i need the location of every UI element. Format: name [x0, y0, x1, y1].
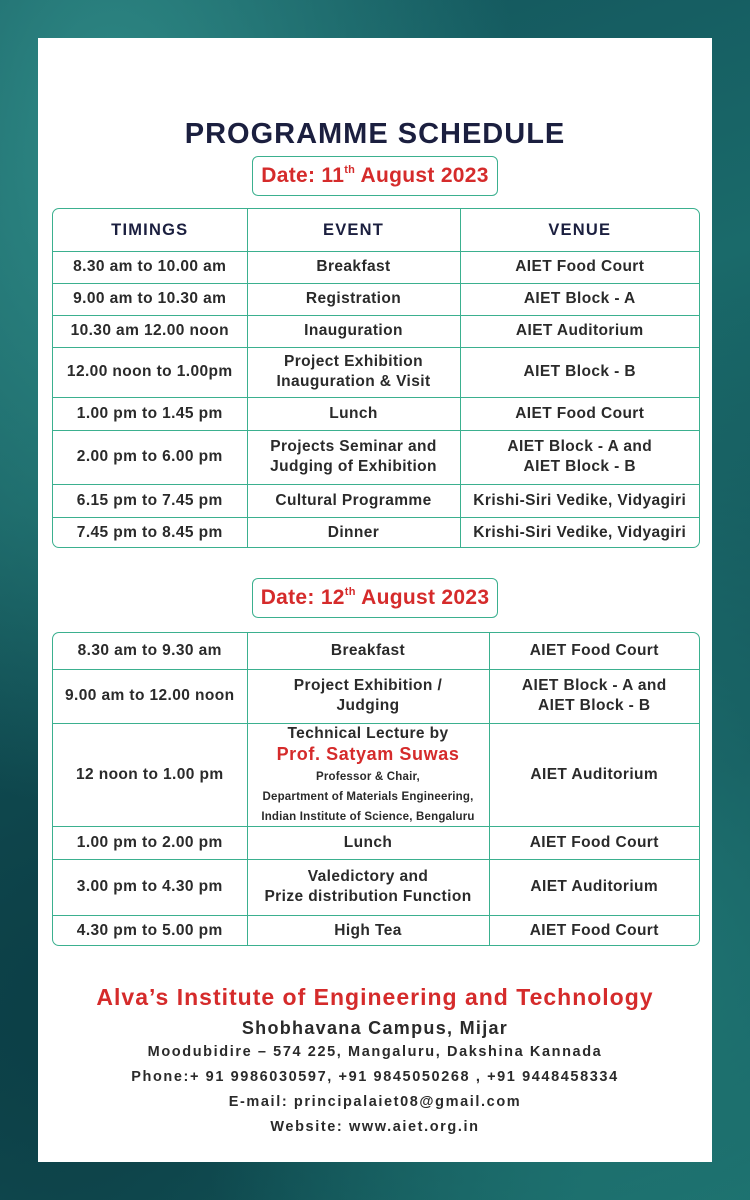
venue-cell: [460, 430, 699, 484]
timing-cell: [53, 915, 247, 946]
timing-text: 12.00 noon to 1.00pm: [66, 363, 233, 380]
event-cell: [247, 484, 460, 517]
venue-text: AIET Food Court: [529, 641, 659, 659]
table-row: [53, 397, 699, 430]
event-text: Lunch: [343, 833, 393, 851]
timing-cell: [53, 430, 247, 484]
table-header-row: [53, 209, 699, 251]
column-header-event: EVENT: [247, 209, 460, 251]
timing-cell: [53, 397, 247, 430]
venue-text: AIET Food Court: [529, 921, 659, 939]
event-cell: [247, 723, 489, 826]
venue-cell: [489, 669, 699, 723]
date-day1-suffix: August 2023: [355, 164, 489, 187]
venue-text: AIET Auditorium: [530, 878, 659, 895]
venue-text: AIET Block - A and: [521, 677, 667, 694]
table-row: [53, 859, 699, 915]
venue-cell: [489, 633, 699, 669]
event-cell: [247, 669, 489, 723]
date-badge-day1: [252, 156, 498, 196]
venue-text: AIET Block - A and: [507, 438, 653, 455]
date-badge-day2: [252, 578, 498, 618]
event-cell: [247, 517, 460, 548]
event-cell: [247, 633, 489, 669]
speaker-name: Prof. Satyam Suwas: [276, 743, 460, 764]
timing-text: 8.30 am to 9.30 am: [77, 641, 222, 659]
event-cell: [247, 251, 460, 283]
venue-cell: [489, 826, 699, 859]
venue-text: AIET Block - B: [523, 363, 636, 380]
website-line: Website: www.aiet.org.in: [270, 1119, 480, 1135]
date-day2-suffix: August 2023: [355, 586, 490, 609]
event-text: Cultural Programme: [275, 491, 432, 509]
speaker-detail: Indian Institute of Science, Bengaluru: [261, 810, 475, 823]
timing-text: 9.00 am to 12.00 noon: [65, 687, 235, 704]
event-cell: [247, 859, 489, 915]
venue-text: AIET Food Court: [529, 833, 659, 851]
event-cell: [247, 283, 460, 315]
timing-cell: [53, 517, 247, 548]
schedule-card: [38, 38, 712, 1162]
timing-cell: [53, 251, 247, 283]
event-cell: [247, 826, 489, 859]
timing-text: 1.00 pm to 2.00 pm: [76, 833, 223, 851]
timing-cell: [53, 315, 247, 347]
event-cell: [247, 915, 489, 946]
timing-text: 4.30 pm to 5.00 pm: [76, 921, 223, 939]
event-cell: [247, 347, 460, 397]
timing-cell: [53, 347, 247, 397]
venue-text: Krishi-Siri Vedike, Vidyagiri: [473, 524, 687, 542]
event-text: Judging of Exhibition: [270, 458, 437, 475]
timing-text: 3.00 pm to 4.30 pm: [76, 878, 223, 895]
venue-cell: [460, 397, 699, 430]
phone-line: Phone:+ 91 9986030597, +91 9845050268 , +91 9448458334: [131, 1069, 619, 1085]
event-text: Breakfast: [316, 258, 391, 275]
venue-cell: [489, 859, 699, 915]
timing-text: 10.30 am 12.00 noon: [70, 322, 229, 339]
table-row: [53, 633, 699, 669]
timing-text: 7.45 pm to 8.45 pm: [76, 524, 223, 542]
event-text: Registration: [305, 290, 402, 307]
institute-name: Alva’s Institute of Engineering and Technology: [96, 984, 654, 1010]
table-row: [53, 915, 699, 946]
date-day1-sup: th: [344, 164, 356, 176]
timing-cell: [53, 859, 247, 915]
venue-text: Krishi-Siri Vedike, Vidyagiri: [473, 491, 687, 509]
table-row: [53, 517, 699, 548]
venue-text: AIET Auditorium: [515, 322, 644, 339]
speaker-detail: Professor & Chair,: [316, 770, 420, 783]
venue-cell: [489, 723, 699, 826]
table-row: [53, 347, 699, 397]
timing-text: 9.00 am to 10.30 am: [73, 290, 227, 307]
event-text: Technical Lecture by: [287, 724, 449, 742]
schedule-table-day2: [52, 632, 700, 946]
venue-cell: [460, 347, 699, 397]
address-line: Moodubidire – 574 225, Mangaluru, Dakshina Kannada: [147, 1044, 603, 1060]
venue-text: AIET Food Court: [515, 404, 645, 422]
event-text: Projects Seminar and: [270, 438, 437, 455]
timing-text: 1.00 pm to 1.45 pm: [76, 404, 223, 422]
timing-cell: [53, 723, 247, 826]
event-cell: [247, 397, 460, 430]
venue-text: AIET Block - B: [523, 458, 636, 475]
event-text: Inauguration: [304, 322, 403, 339]
timing-text: 6.15 pm to 7.45 pm: [76, 491, 223, 509]
event-text: Valedictory and: [307, 868, 429, 885]
event-text: Breakfast: [330, 641, 406, 659]
date-day2-prefix: Date: 12: [260, 586, 345, 609]
table-row: [53, 251, 699, 283]
event-text: Lunch: [329, 404, 378, 422]
venue-text: AIET Block - A: [523, 290, 636, 307]
timing-text: 2.00 pm to 6.00 pm: [76, 448, 223, 465]
table-row: [53, 669, 699, 723]
campus-name: Shobhavana Campus, Mijar: [241, 1018, 509, 1038]
event-text: Project Exhibition: [284, 353, 423, 370]
table-row: [53, 723, 699, 826]
event-text: High Tea: [334, 921, 402, 939]
venue-cell: [460, 315, 699, 347]
venue-cell: [489, 915, 699, 946]
table-row: [53, 430, 699, 484]
event-text: Prize distribution Function: [264, 888, 472, 905]
event-text: Dinner: [327, 524, 380, 542]
timing-text: 12 noon to 1.00 pm: [75, 765, 224, 783]
speaker-detail: Department of Materials Engineering,: [262, 790, 474, 803]
event-cell: [247, 430, 460, 484]
timing-text: 8.30 am to 10.00 am: [73, 258, 227, 275]
timing-cell: [53, 669, 247, 723]
page-title: PROGRAMME SCHEDULE: [184, 118, 566, 150]
venue-cell: [460, 517, 699, 548]
timing-cell: [53, 826, 247, 859]
email-line: E-mail: principalaiet08@gmail.com: [228, 1094, 522, 1110]
event-text: Inauguration & Visit: [276, 373, 431, 390]
venue-text: AIET Auditorium: [530, 765, 659, 783]
date-day1-prefix: Date: 11: [261, 164, 345, 187]
table-row: [53, 315, 699, 347]
table-row: [53, 826, 699, 859]
venue-text: AIET Block - B: [538, 697, 651, 714]
column-header-timings: TIMINGS: [53, 209, 247, 251]
date-day2-sup: th: [344, 586, 356, 598]
column-header-venue: VENUE: [460, 209, 699, 251]
venue-cell: [460, 251, 699, 283]
table-row: [53, 283, 699, 315]
table-row: [53, 484, 699, 517]
venue-text: AIET Food Court: [515, 258, 645, 275]
timing-cell: [53, 633, 247, 669]
event-cell: [247, 315, 460, 347]
timing-cell: [53, 484, 247, 517]
event-text: Judging: [336, 697, 400, 714]
schedule-table-day1: [52, 208, 700, 548]
venue-cell: [460, 484, 699, 517]
event-text: Project Exhibition /: [293, 677, 443, 694]
venue-cell: [460, 283, 699, 315]
timing-cell: [53, 283, 247, 315]
